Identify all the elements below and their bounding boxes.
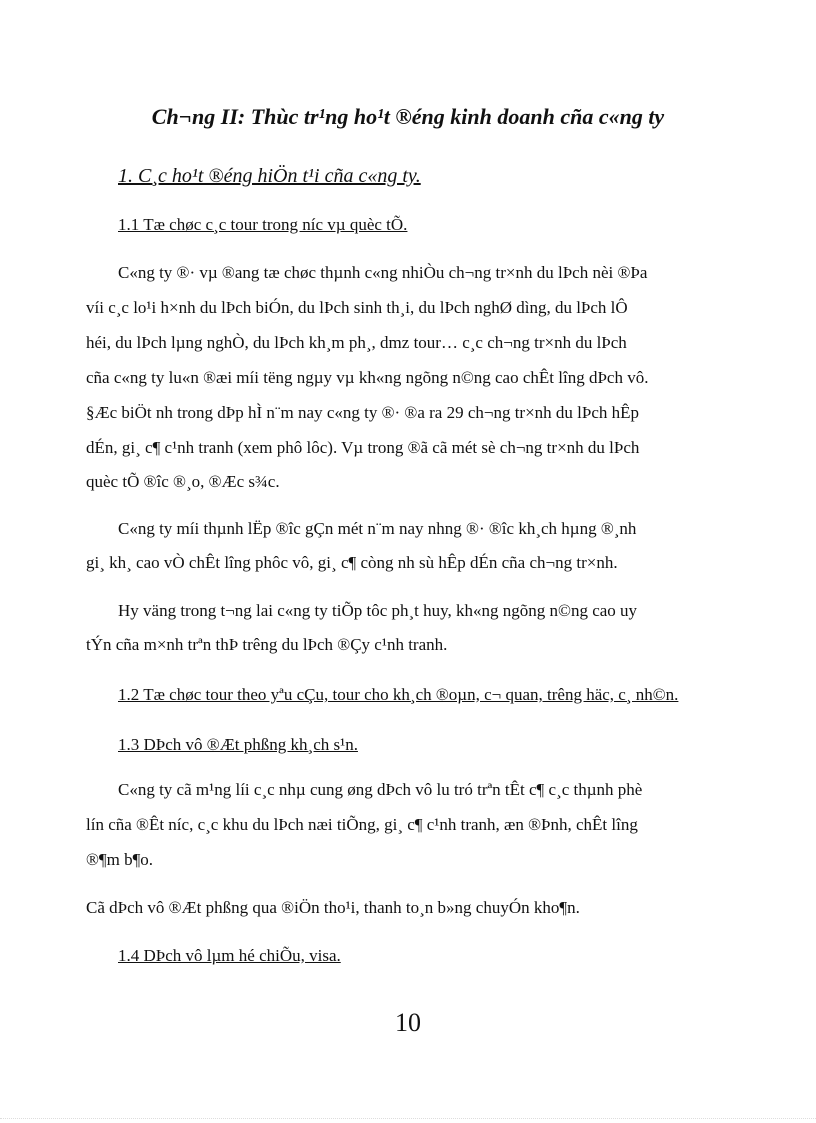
section-heading: 1. C¸c ho¹t ®éng hiÖn t¹i cña c«ng ty.	[118, 165, 421, 187]
paragraph-line: ®¶m b¶o.	[86, 850, 154, 869]
subheading-1-4: 1.4 DÞch vô lµm hé chiÕu, visa.	[118, 946, 341, 965]
page-number: 10	[395, 1008, 421, 1037]
subheading-1-1: 1.1 Tæ chøc c¸c tour trong níc vµ quèc tÕ.	[118, 215, 408, 234]
paragraph-line: lín cña ®Êt níc, c¸c khu du lÞch næi tiÕng, gi¸ c¶ c¹nh tranh, æn ®Þnh, chÊt lîng	[86, 815, 638, 834]
paragraph-line: C«ng ty cã m¹ng líi c¸c nhµ cung øng dÞch vô lu tró trªn tÊt c¶ c¸c thµnh phè	[118, 780, 643, 799]
page-bottom-border	[0, 1118, 816, 1119]
paragraph-line: tÝn cña m×nh trªn thÞ trêng du lÞch ®Çy c¹nh tranh.	[86, 635, 448, 654]
paragraph-line: dÉn, gi¸ c¶ c¹nh tranh (xem phô lôc). Vµ trong ®ã cã mét sè ch¬ng tr×nh du lÞch	[86, 438, 640, 457]
paragraph-line: quèc tÕ ®îc ®¸o, ®Æc s¾c.	[86, 472, 280, 491]
paragraph-line: C«ng ty ®· vµ ®ang tæ chøc thµnh c«ng nhiÒu ch¬ng tr×nh du lÞch nèi ®Þa	[118, 263, 648, 282]
paragraph-line: héi, du lÞch lµng nghÒ, du lÞch kh¸m ph¸, dmz tour… c¸c ch¬ng tr×nh du lÞch	[86, 333, 627, 352]
subheading-1-3: 1.3 DÞch vô ®Æt phßng kh¸ch s¹n.	[118, 735, 358, 754]
paragraph-line: Cã dÞch vô ®Æt phßng qua ®iÖn tho¹i, thanh to¸n b»ng chuyÓn kho¶n.	[86, 898, 580, 917]
paragraph-line: §Æc biÖt nh trong dÞp hÌ n¨m nay c«ng ty ®· ®a ra 29 ch¬ng tr×nh du lÞch hÊp	[86, 403, 640, 422]
paragraph-line: C«ng ty míi thµnh lËp ®îc gÇn mét n¨m nay nhng ®· ®îc kh¸ch hµng ®¸nh	[118, 519, 637, 538]
paragraph-line: víi c¸c lo¹i h×nh du lÞch biÓn, du lÞch sinh th¸i, du lÞch nghØ dìng, du lÞch lÔ	[86, 298, 628, 317]
paragraph-line: gi¸ kh¸ cao vÒ chÊt lîng phôc vô, gi¸ c¶ còng nh sù hÊp dÉn cña ch¬ng tr×nh.	[86, 553, 618, 572]
paragraph-line: cña c«ng ty lu«n ®æi míi tëng ngµy vµ kh«ng ngõng n©ng cao chÊt lîng dÞch vô.	[86, 368, 649, 387]
chapter-title: Ch¬ng II: Thùc tr¹ng ho¹t ®éng kinh doanh cña c«ng ty	[151, 104, 665, 129]
paragraph-line: Hy väng trong t¬ng lai c«ng ty tiÕp tôc ph¸t huy, kh«ng ngõng n©ng cao uy	[118, 601, 638, 620]
subheading-1-2: 1.2 Tæ chøc tour theo yªu cÇu, tour cho kh¸ch ®oµn, c¬ quan, trêng häc, c¸ nh©n.	[118, 685, 679, 704]
